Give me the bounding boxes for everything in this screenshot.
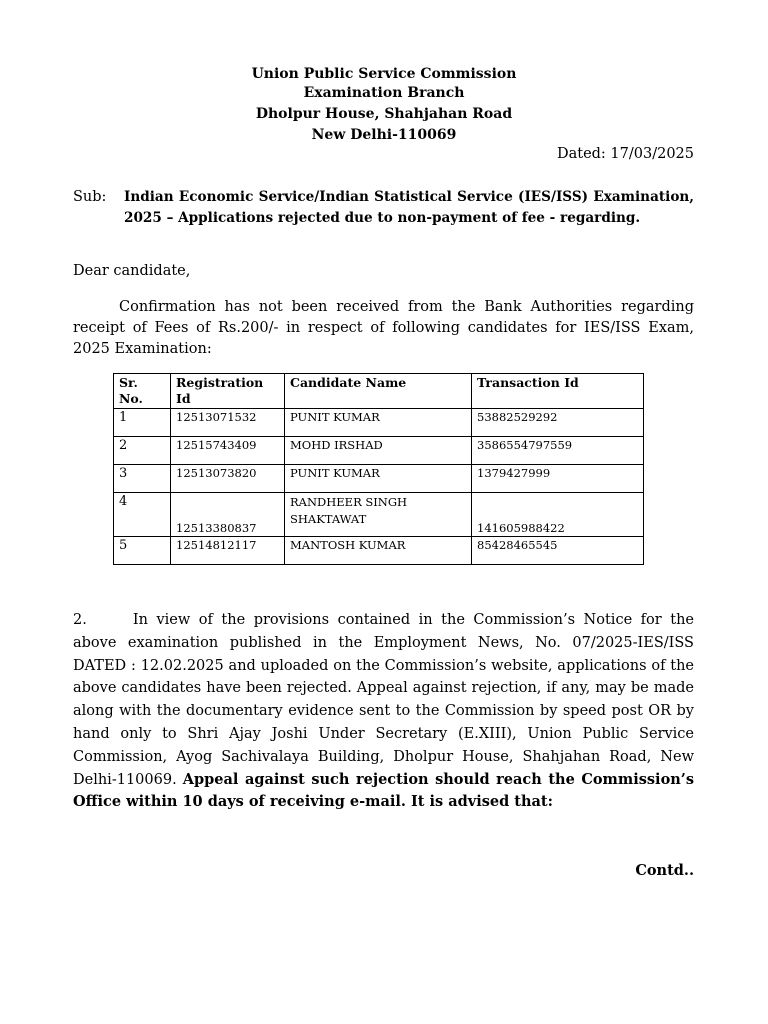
header-commission: Union Public Service Commission — [251, 66, 517, 82]
salutation: Dear candidate, — [73, 263, 191, 279]
cell-sr-no: 3 — [114, 465, 171, 493]
paragraph-1: Confirmation has not been received from the Bank Authorities regarding receipt of Fees of Rs.200/- in respect of following candidates for IES/ISS Exam, 2025 Examination: — [73, 299, 694, 357]
cell-sr-no: 1 — [114, 409, 171, 437]
cell-sr-no: 5 — [114, 537, 171, 565]
cell-registration-id: 12513380837 — [171, 493, 285, 537]
cell-candidate-name: MOHD IRSHAD — [285, 437, 472, 465]
cell-candidate-name: MANTOSH KUMAR — [285, 537, 472, 565]
table-header-row — [114, 374, 644, 409]
cell-transaction-id: 1379427999 — [472, 465, 644, 493]
cell-transaction-id: 3586554797559 — [472, 437, 644, 465]
cell-candidate-name: PUNIT KUMAR — [285, 409, 472, 437]
cell-registration-id: 12514812117 — [171, 537, 285, 565]
date-line: Dated: 17/03/2025 — [556, 146, 694, 162]
header-registration-id: Registration Id — [171, 374, 285, 409]
cell-sr-no: 2 — [114, 437, 171, 465]
cell-candidate-name: RANDHEER SINGH SHAKTAWAT — [285, 493, 472, 537]
paragraph-2-number: 2. — [73, 612, 87, 628]
header-city: New Delhi-110069 — [311, 127, 457, 143]
header-transaction-id: Transaction Id — [472, 374, 644, 409]
header-branch: Examination Branch — [303, 85, 465, 101]
table-row — [114, 437, 644, 465]
cell-transaction-id: 85428465545 — [472, 537, 644, 565]
cell-registration-id: 12513073820 — [171, 465, 285, 493]
paragraph-2-bold-text: Appeal against such rejection should reach the Commission’s Office within 10 days of receiving e-mail. It is advised that: — [73, 770, 694, 811]
table-row — [114, 465, 644, 493]
paragraph-2-text: In view of the provisions contained in the Commission’s Notice for the above examination published in the Employment News, No. 07/2025-IES/ISS DATED : 12.02.2025 and uploaded on the Commission’s website, applications of the above candidates have been rejected. Appeal against rejection, if any, may be made along with the documentary evidence sent to the Commission by speed post OR by hand only to Shri Ajay Joshi Under Secretary (E.XIII), Union Public Service Commission, Ayog Sachivalaya Building, Dholpur House, Shahjahan Road, New Delhi-110069. — [73, 612, 694, 788]
subject-text: Indian Economic Service/Indian Statistical Service (IES/ISS) Examination, 2025 – Applications rejected due to non-payment of fee - regarding. — [124, 189, 694, 226]
header-sr-no: Sr. No. — [114, 374, 171, 409]
candidates-table — [113, 373, 644, 565]
cell-candidate-name: PUNIT KUMAR — [285, 465, 472, 493]
cell-transaction-id: 53882529292 — [472, 409, 644, 437]
continued-marker: Contd.. — [635, 862, 694, 879]
cell-sr-no: 4 — [114, 493, 171, 537]
paragraph-2 — [73, 609, 694, 814]
table-row — [114, 409, 644, 437]
cell-registration-id: 12513071532 — [171, 409, 285, 437]
cell-registration-id: 12515743409 — [171, 437, 285, 465]
subject-label: Sub: — [73, 189, 107, 205]
table-row — [114, 537, 644, 565]
cell-transaction-id: 141605988422 — [472, 493, 644, 537]
header-address: Dholpur House, Shahjahan Road — [255, 106, 513, 122]
header-candidate-name: Candidate Name — [285, 374, 472, 409]
table-row — [114, 493, 644, 537]
